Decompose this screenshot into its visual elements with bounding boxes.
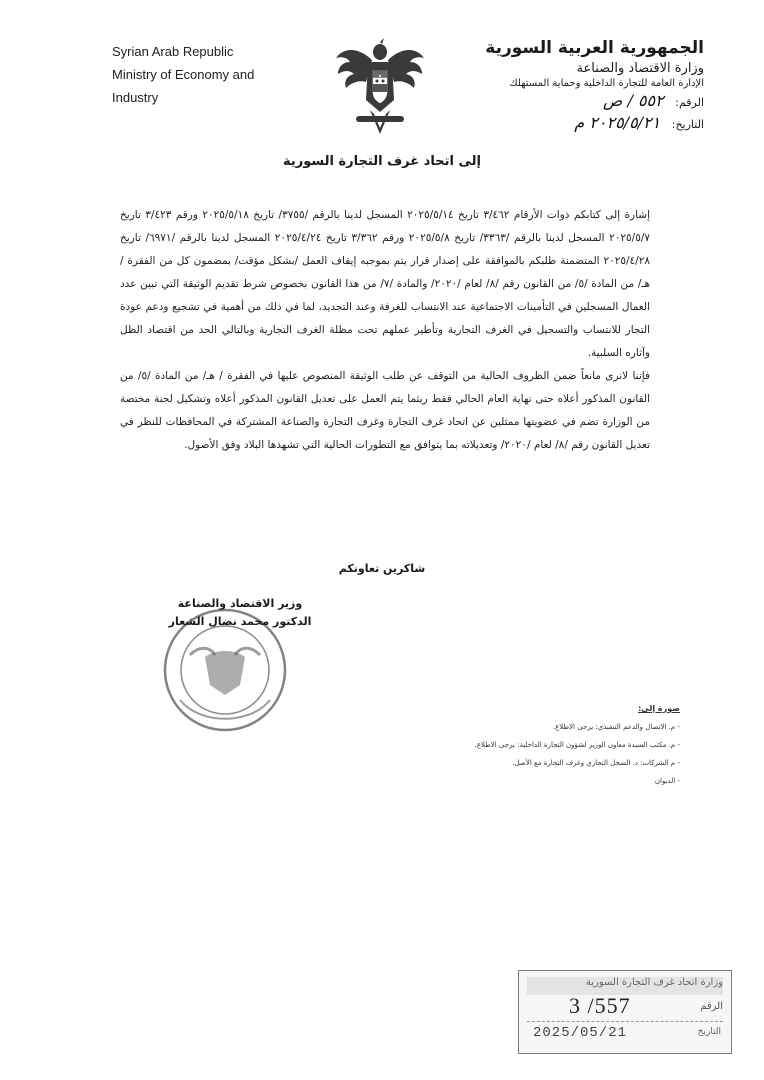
incoming-number: 3 /557 [569, 993, 631, 1018]
incoming-date: 2025/05/21 [533, 1025, 628, 1041]
document-date [474, 113, 704, 135]
addressee: إلى اتحاد غرف التجارة السورية [283, 154, 481, 169]
incoming-date-label: التاريخ [697, 1027, 721, 1037]
signature-block [150, 595, 330, 631]
header-arabic [474, 36, 704, 135]
cc-item: - م. الاتصال والدعم التنفيذي: يرجى الاطلاع. [552, 723, 680, 731]
document-date-value: ٢٠٢٥/٥/٢١ م [574, 113, 661, 132]
incoming-number-label: الرقم [700, 1001, 723, 1012]
closing-line: شاكرين تعاونكم [338, 562, 426, 575]
ministry-name-en-cont: Industry [112, 90, 159, 105]
body-paragraph-2: فإننا لانرى مانعاً ضمن الظروف الحالية من التوقف عن طلب الوثيقة المنصوص عليها في الفقرة / هـ/ من المادة /٥/ من القانون المذكور أعلاه حتى نهاية العام الحالي فقط ريثما يتم العمل على تعديل القانون المذكور أعلاه وتشكيل لجنة مختصة من الوزارة تضم في عضويتها ممثلين عن اتحاد غرف التجارة وغرف التجارة والصناعة المشتركة في المحافظات للنظر في تعديل القانون رقم /٨/ لعام /٢٠٢٠/ وتعديلاته بما يتوافق مع التطورات الحالية التي تشهدها البلاد وفق الأصول. [120, 370, 650, 451]
cc-item: - الديوان [654, 777, 680, 785]
cc-title: صورة إلى: [638, 704, 680, 713]
cc-item: - م الشركات: د. السجل التجاري وغرف التجارة مع الأصل. [512, 759, 680, 767]
reference-number [474, 91, 704, 113]
header-english [112, 40, 292, 109]
reference-number-value: ٥٥٢ / ص [603, 91, 664, 110]
country-name-en: Syrian Arab Republic [112, 44, 234, 59]
stamp-divider [527, 1021, 723, 1022]
reference-number-label: الرقم: [675, 96, 704, 109]
department-name-ar: الإدارة العامة للتجارة الداخلية وحماية المستهلك [509, 78, 704, 89]
incoming-stamp-org: وزارة اتحاد غرف التجارة السورية [527, 977, 723, 995]
ministry-name-en: Ministry of Economy and [112, 67, 255, 82]
eagle-emblem-icon [332, 38, 428, 138]
signatory-title: وزير الاقتصاد والصناعة [177, 597, 303, 610]
cc-item: - م. مكتب السيدة معاون الوزير لشؤون التجارة الداخلية: يرجى الاطلاع. [474, 741, 680, 749]
body-paragraph-1: إشارة إلى كتابكم ذوات الأرقام ٣/٤٦٢ تاريخ ٢٠٢٥/٥/١٤ المسجل لدينا بالرقم /٣٧٥٥/ تاريخ ٢٠٢٥/٥/١٨ ورقم ٣/٤٢٣ تاريخ ٢٠٢٥/٥/٧ المسجل لدينا بالرقم /٣٣٦٣/ تاريخ ٢٠٢٥/٥/٨ ورقم ٣/٣٦٢ تاريخ ٢٠٢٥/٤/٢٤ المسجل لدينا بالرقم /٦٩٧١/ تاريخ ٢٠٢٥/٤/٢٨ المتضمنة طلبكم بالموافقة على إصدار قرار يتم بموجبه إيقاف العمل /بشكل مؤقت/ بمضمون كل من الفقرة /هـ/ من المادة /٥/ من القانون رقم /٨/ لعام /٢٠٢٠/ والمادة /٧/ من هذا القانون بخصوص شرط تقديم الوثيقة التي تبين عدد العمال المسجلين في التأمينات الاجتماعية عند الانتساب للغرفة وعند التجديد، لما في ذلك من أهمية في تشجيع ودعم عودة التجار للانتساب والتسجيل في الغرف التجارية وتأطير عملهم تحت مظلة الغرف التجارية وبالتالي الحد من اقتصاد الظل وآثاره السلبية. [120, 209, 651, 359]
cc-list [430, 700, 680, 790]
signatory-name: الدكتور محمد نضال الشعار [168, 615, 312, 628]
ministry-name-ar: وزارة الاقتصاد والصناعة [576, 61, 704, 76]
letter-body [120, 204, 650, 457]
country-name-ar: الجمهورية العربية السورية [485, 38, 704, 58]
document-date-label: التاريخ: [671, 118, 704, 131]
incoming-stamp [518, 970, 732, 1054]
